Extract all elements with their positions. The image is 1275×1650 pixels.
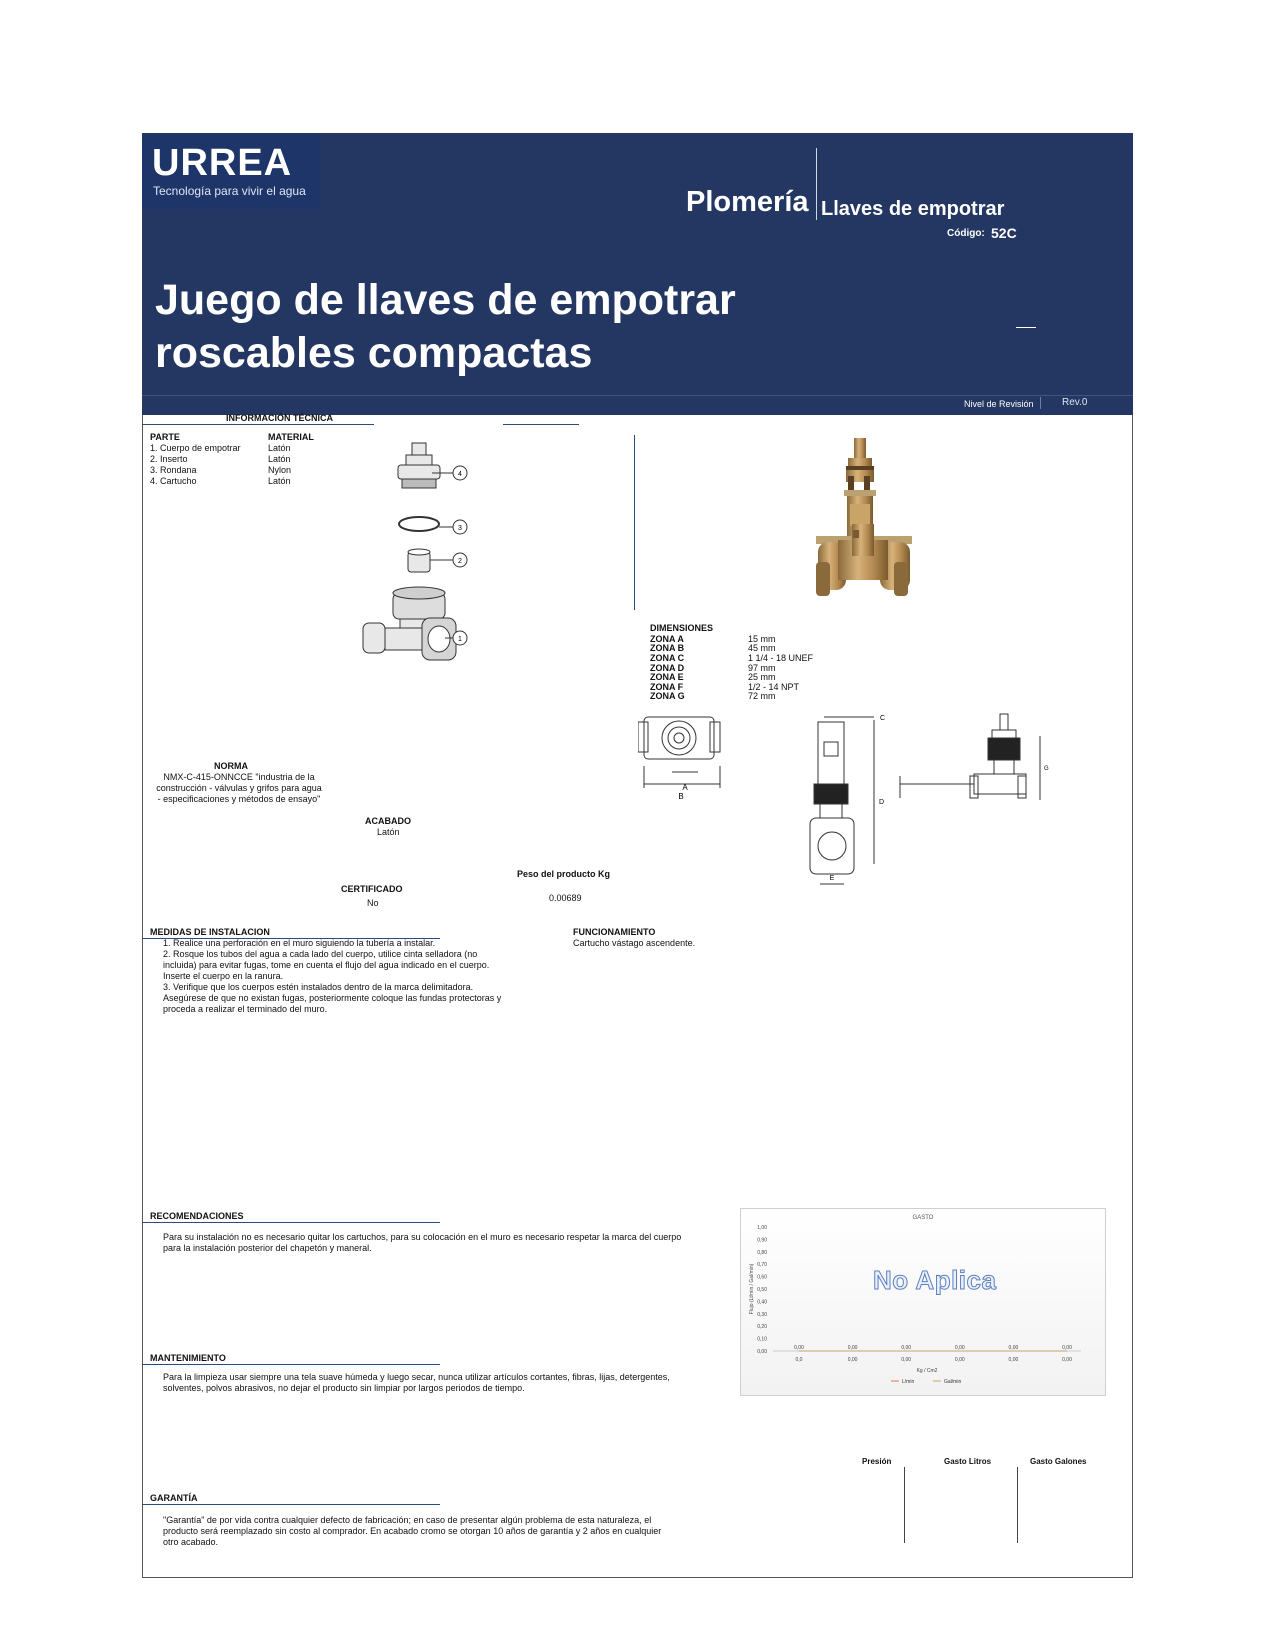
dim-label-c: C <box>880 715 886 722</box>
dimension-value: 15 mm <box>748 634 776 644</box>
tech-info-rule-right <box>503 424 579 425</box>
product-title-line1: Juego de llaves de empotrar <box>155 276 736 324</box>
part-row: 2. Inserto <box>150 454 188 464</box>
part-row: 1. Cuerpo de empotrar <box>150 443 241 453</box>
dim-label-g: G <box>1044 766 1049 772</box>
y-tick-label: 0,00 <box>757 1349 767 1355</box>
data-label: 0,00 <box>954 1345 965 1351</box>
dimension-zone: ZONA G <box>650 691 685 701</box>
recomendaciones-text <box>163 1232 681 1254</box>
flow-table-divider <box>904 1467 905 1543</box>
chart-title: GASTO <box>912 1215 934 1221</box>
liters-column-header: Gasto Litros <box>944 1457 992 1466</box>
y-tick-label: 0,60 <box>757 1274 767 1281</box>
section-divider <box>634 435 635 610</box>
callout-4: 4 <box>458 471 462 478</box>
flow-chart <box>740 1208 1106 1396</box>
legend-label: L/min <box>902 1379 915 1385</box>
y-tick-label: 0,50 <box>757 1287 767 1293</box>
dim-label-d: D <box>879 799 885 806</box>
instalacion-line: Inserte el cuerpo en la ranura. <box>163 971 284 981</box>
callout-2: 2 <box>458 558 462 565</box>
flow-table-divider <box>1017 1467 1018 1543</box>
funcionamiento-value: Cartucho vástago ascendente. <box>573 938 696 948</box>
instalacion-line: 1. Realice una perforación en el muro siguiendo la tubería a instalar. <box>163 938 436 948</box>
no-aplica-overlay: No Aplica <box>873 1265 997 1295</box>
dimension-value: 25 mm <box>748 672 776 682</box>
brand-logo: URREA <box>152 142 293 184</box>
y-tick-label: 0,80 <box>757 1249 767 1256</box>
x-tick-label: 0,00 <box>1062 1357 1072 1363</box>
certificado-heading: CERTIFICADO <box>341 884 403 894</box>
y-tick-label: 0,30 <box>757 1311 767 1318</box>
product-title-line2: roscables compactas <box>155 329 593 377</box>
material-column-header: MATERIAL <box>268 432 314 442</box>
peso-heading: Peso del producto Kg <box>517 869 611 879</box>
mantenimiento-heading: MANTENIMIENTO <box>150 1353 226 1363</box>
y-tick-label: 0,70 <box>757 1262 767 1269</box>
x-tick-label: 0,0 <box>795 1357 803 1363</box>
parts-list <box>150 443 241 487</box>
dimensions-heading: DIMENSIONES <box>650 623 714 633</box>
garantia-line: producto será reemplazado sin costo al comprador. En acabado cromo se otorgan 10 años de garantía y 2 años en cualquier <box>163 1526 662 1536</box>
y-tick-label: 1,00 <box>757 1225 767 1231</box>
garantia-text <box>163 1515 661 1548</box>
recomendaciones-heading: RECOMENDACIONES <box>150 1211 244 1221</box>
gallons-column-header: Gasto Galones <box>1030 1457 1087 1466</box>
dimension-value: 1/2 - 14 NPT <box>748 682 800 692</box>
brand-tagline: Tecnología para vivir el agua <box>153 184 306 198</box>
dimension-zone: ZONA D <box>650 663 685 673</box>
pressure-column-header: Presión <box>862 1457 892 1466</box>
recomendaciones-rule <box>142 1222 440 1223</box>
data-label: 0,00 <box>901 1345 912 1351</box>
category-title: Plomería <box>686 186 809 218</box>
x-tick-label: 0,00 <box>954 1357 965 1363</box>
y-tick-label: 0,90 <box>757 1237 767 1244</box>
part-row: 4. Cartucho <box>150 476 197 486</box>
legend-label: Gal/min <box>944 1379 962 1385</box>
data-label: 0,00 <box>1008 1345 1019 1351</box>
norma-line: construcción - válvulas y grifos para agua <box>156 783 322 793</box>
dimension-zone: ZONA C <box>650 653 685 663</box>
material-row: Latón <box>268 476 291 486</box>
mantenimiento-line: solventes, polvos abrasivos, no dejar el producto sin limpiar por largos periodos de tiempo. <box>163 1383 525 1393</box>
dimension-value: 1 1/4 - 18 UNEF <box>748 653 814 663</box>
garantia-heading: GARANTÍA <box>150 1493 198 1503</box>
instalacion-line: proceda a realizar el terminado del muro. <box>163 1004 328 1014</box>
dimension-zone: ZONA F <box>650 682 684 692</box>
tech-info-rule <box>142 424 374 425</box>
mantenimiento-text <box>163 1372 670 1394</box>
x-tick-label: 0,00 <box>847 1357 858 1363</box>
norma-text <box>150 772 328 805</box>
x-tick-label: 0,00 <box>901 1357 912 1363</box>
material-row: Nylon <box>268 465 292 475</box>
garantia-rule <box>142 1504 440 1505</box>
material-row: Latón <box>268 443 291 453</box>
mantenimiento-rule <box>142 1364 440 1365</box>
dim-label-e: E <box>829 875 835 882</box>
part-column-header: PARTE <box>150 432 180 442</box>
x-tick-label: 0,00 <box>1008 1357 1019 1363</box>
dimension-zone: ZONA E <box>650 672 684 682</box>
code-label: Código: <box>947 228 985 239</box>
norma-heading: NORMA <box>214 761 248 771</box>
instalacion-line: incluida) para evitar fugas, tome en cuenta el flujo del agua indicado en el cuerpo. <box>163 960 490 970</box>
dim-label-a: A <box>682 783 688 792</box>
dim-label-b: B <box>678 792 684 801</box>
data-label: 0,00 <box>847 1345 858 1351</box>
chart-plot <box>741 1209 1105 1395</box>
revision-separator <box>1040 397 1041 409</box>
recomendaciones-line: Para su instalación no es necesario quitar los cartuchos, para su colocación en el muro es necesario respetar la marca del cuerpo <box>163 1232 682 1242</box>
callout-1: 1 <box>458 636 462 643</box>
y-tick-label: 0,10 <box>757 1336 767 1343</box>
mantenimiento-line: Para la limpieza usar siempre una tela suave húmeda y luego secar, nunca utilizar artículos cortantes, fibras, lijas, detergentes, <box>163 1372 670 1382</box>
peso-value: 0.00689 <box>549 893 582 903</box>
dimension-value: 72 mm <box>748 691 776 701</box>
materials-list <box>268 443 291 487</box>
dimension-zone: ZONA B <box>650 643 685 653</box>
header-divider <box>816 148 817 220</box>
instalacion-line: 3. Verifique que los cuerpos estén instalados dentro de la marca delimitadora. <box>163 982 474 992</box>
acabado-heading: ACABADO <box>365 816 411 826</box>
header-dash <box>1016 327 1036 328</box>
material-row: Latón <box>268 454 291 464</box>
technical-drawings <box>638 712 1062 890</box>
revision-value: Rev.0 <box>1062 397 1088 408</box>
garantia-line: "Garantía" de por vida contra cualquier defecto de fabricación; en caso de presentar algún problema de esta naturaleza, el <box>163 1515 652 1525</box>
norma-line: - especificaciones y métodos de ensayo" <box>157 794 321 804</box>
x-axis-label: Kg / Cm2 <box>916 1368 938 1374</box>
y-tick-label: 0,40 <box>757 1299 767 1306</box>
revision-label: Nivel de Revisión <box>964 399 1034 409</box>
data-label: 0,00 <box>1062 1345 1072 1351</box>
instalacion-line: 2. Rosque los tubos del agua a cada lado del cuerpo, utilice cinta selladora (no <box>163 949 478 959</box>
header-rule <box>142 395 1133 396</box>
data-label: 0,00 <box>794 1345 804 1351</box>
norma-line: NMX-C-415-ONNCCE "industria de la <box>163 772 315 782</box>
product-photo <box>812 436 922 614</box>
dimension-value: 45 mm <box>748 643 776 653</box>
dimension-zone: ZONA A <box>650 634 684 644</box>
exploded-parts-drawing <box>360 438 500 688</box>
tech-info-heading: INFORMACIÓN TÉCNICA <box>226 413 333 423</box>
certificado-value: No <box>367 898 379 908</box>
code-value: 52C <box>991 225 1017 241</box>
part-row: 3. Rondana <box>150 465 197 475</box>
recomendaciones-line: para la instalación posterior del chapetón y maneral. <box>163 1243 372 1253</box>
product-title <box>155 274 736 380</box>
instalacion-line: Asegúrese de que no existan fugas, posteriormente coloque las fundas protectoras y <box>163 993 502 1003</box>
y-axis-label: Flujo (Lt/min / Gal/min) <box>749 1263 755 1315</box>
y-tick-label: 0,20 <box>757 1324 767 1331</box>
callout-3: 3 <box>458 525 462 532</box>
dimension-value: 97 mm <box>748 663 776 673</box>
subcategory-title: Llaves de empotrar <box>821 198 1005 220</box>
garantia-line: otro acabado. <box>163 1537 219 1547</box>
instalacion-text <box>163 938 501 1015</box>
instalacion-heading: MEDIDAS DE INSTALACION <box>150 927 270 937</box>
funcionamiento-heading: FUNCIONAMIENTO <box>573 927 656 937</box>
acabado-value: Latón <box>377 827 400 837</box>
